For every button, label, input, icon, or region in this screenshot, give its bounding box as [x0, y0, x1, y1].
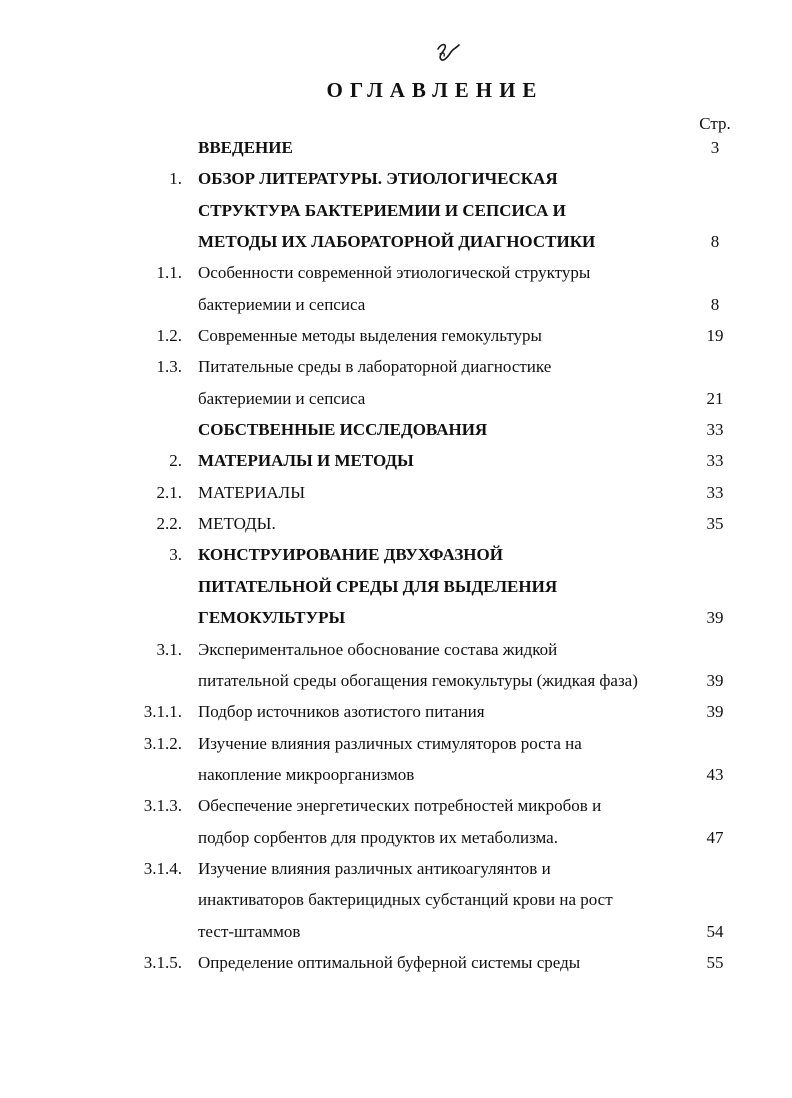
toc-line: [0, 571, 792, 602]
toc-page-number: 8: [710, 294, 720, 314]
toc-entry-text: МЕТОДЫ.: [198, 514, 276, 534]
toc-section-number: 2.1.: [156, 482, 182, 502]
page-column-heading: Стр.: [699, 114, 731, 133]
toc-line: [0, 132, 792, 163]
toc-section-number: 3.1.5.: [143, 952, 182, 972]
toc-entry-text: бактериемии и сепсиса: [198, 388, 366, 408]
toc-page-number: 43: [706, 764, 724, 784]
toc-line: [0, 790, 792, 821]
toc-line: [0, 728, 792, 759]
toc-entry-text: Экспериментальное обоснование состава жидкой: [198, 639, 558, 659]
toc-section-number: 3.: [169, 545, 182, 565]
toc-line: [0, 539, 792, 570]
toc-line: [0, 383, 792, 414]
toc-entry-text: СТРУКТУРА БАКТЕРИЕМИИ И СЕПСИСА И: [198, 200, 566, 220]
toc-line: [0, 351, 792, 382]
table-of-contents: [0, 132, 792, 978]
toc-page-number: 3: [710, 138, 720, 157]
page-title: ОГЛАВЛЕНИЕ: [326, 78, 544, 102]
toc-entry-text: МАТЕРИАЛЫ: [198, 482, 306, 502]
toc-line: [0, 665, 792, 696]
toc-line: [0, 414, 792, 445]
toc-page-number: 39: [706, 670, 724, 690]
toc-page-number: 39: [706, 702, 724, 722]
toc-page-number: 19: [706, 326, 724, 346]
toc-entry-text: тест-штаммов: [198, 921, 301, 941]
toc-section-number: 2.2.: [156, 514, 182, 534]
toc-entry-text: Изучение влияния различных стимуляторов роста на: [198, 733, 582, 753]
toc-entry-text: ГЕМОКУЛЬТУРЫ: [198, 608, 346, 628]
toc-page-number: 33: [706, 420, 724, 440]
toc-page-number: 55: [706, 952, 724, 972]
toc-entry-text: КОНСТРУИРОВАНИЕ ДВУХФАЗНОЙ: [198, 545, 503, 565]
toc-page-number: 21: [706, 388, 724, 408]
toc-line: [0, 634, 792, 665]
toc-entry-text: МАТЕРИАЛЫ И МЕТОДЫ: [198, 451, 414, 471]
toc-entry-text: инактиваторов бактерицидных субстанций крови на рост: [198, 890, 613, 910]
toc-page-number: 35: [706, 514, 724, 534]
toc-page-number: 39: [706, 608, 724, 628]
toc-entry-text: Определение оптимальной буферной системы среды: [198, 952, 581, 972]
toc-entry-text: ВВЕДЕНИЕ: [198, 138, 293, 157]
toc-entry-text: Обеспечение энергетических потребностей микробов и: [198, 796, 602, 816]
toc-section-number: 1.3.: [156, 357, 182, 377]
toc-entry-text: Подбор источников азотистого питания: [198, 702, 485, 722]
toc-line: [0, 947, 792, 978]
toc-entry-text: питательной среды обогащения гемокультуры (жидкая фаза): [198, 670, 638, 690]
toc-line: [0, 602, 792, 633]
toc-section-number: 3.1.3.: [143, 796, 182, 816]
toc-line: [0, 822, 792, 853]
toc-page-number: 8: [710, 232, 720, 252]
toc-entry-text: ОБЗОР ЛИТЕРАТУРЫ. ЭТИОЛОГИЧЕСКАЯ: [198, 169, 558, 189]
toc-entry-text: Питательные среды в лабораторной диагностике: [198, 357, 552, 377]
toc-line: [0, 226, 792, 257]
handwritten-mark: [432, 40, 462, 66]
toc-section-number: 3.1.1.: [143, 702, 182, 722]
toc-entry-text: бактериемии и сепсиса: [198, 294, 366, 314]
toc-line: [0, 853, 792, 884]
toc-entry-text: Современные методы выделения гемокультуры: [198, 326, 542, 346]
toc-section-number: 3.1.2.: [143, 733, 182, 753]
toc-section-number: 3.1.: [156, 639, 182, 659]
toc-line: [0, 508, 792, 539]
toc-entry-text: СОБСТВЕННЫЕ ИССЛЕДОВАНИЯ: [198, 420, 488, 440]
toc-entry-text: Изучение влияния различных антикоагулянтов и: [198, 858, 551, 878]
toc-line: [0, 320, 792, 351]
toc-section-number: 2.: [169, 451, 182, 471]
toc-line: [0, 696, 792, 727]
toc-line: [0, 759, 792, 790]
toc-entry-text: ПИТАТЕЛЬНОЙ СРЕДЫ ДЛЯ ВЫДЕЛЕНИЯ: [198, 576, 558, 596]
toc-page-number: 47: [706, 827, 724, 847]
toc-line: [0, 163, 792, 194]
toc-page-number: 54: [706, 921, 724, 941]
toc-entry-text: Особенности современной этиологической структуры: [198, 263, 591, 283]
toc-line: [0, 477, 792, 508]
toc-entry-text: МЕТОДЫ ИХ ЛАБОРАТОРНОЙ ДИАГНОСТИКИ: [198, 232, 596, 252]
toc-line: [0, 257, 792, 288]
toc-section-number: 1.2.: [156, 326, 182, 346]
toc-line: [0, 195, 792, 226]
toc-line: [0, 884, 792, 915]
toc-section-number: 3.1.4.: [143, 858, 182, 878]
toc-line: [0, 916, 792, 947]
toc-entry-text: накопление микроорганизмов: [198, 764, 415, 784]
toc-page-number: 33: [706, 451, 724, 471]
toc-line: [0, 445, 792, 476]
toc-entry-text: подбор сорбентов для продуктов их метаболизма.: [198, 827, 558, 847]
toc-section-number: 1.1.: [156, 263, 182, 283]
toc-line: [0, 289, 792, 320]
toc-section-number: 1.: [169, 169, 182, 189]
toc-page-number: 33: [706, 482, 724, 502]
